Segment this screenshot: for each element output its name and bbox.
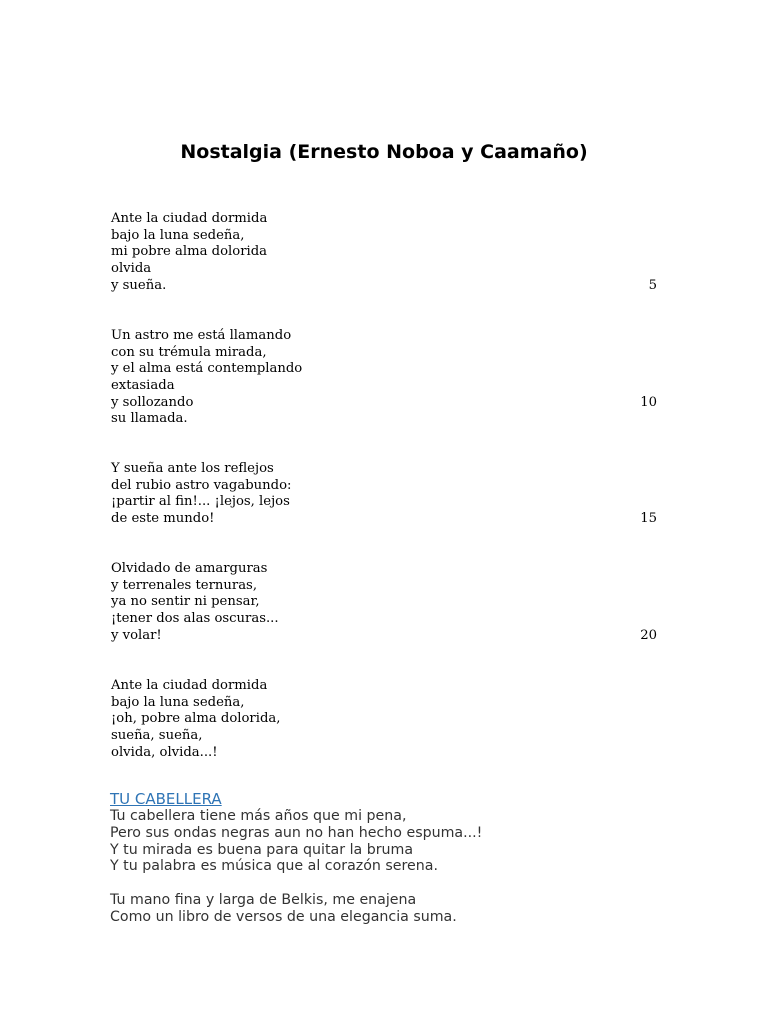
- line-text: Olvidado de amarguras: [111, 561, 268, 576]
- poem-title: Nostalgia (Ernesto Noboa y Caamaño): [180, 141, 588, 163]
- line-text: Ante la ciudad dormida: [111, 211, 268, 226]
- line-text: Un astro me está llamando: [111, 328, 292, 343]
- poem-line: [111, 328, 657, 345]
- stanza-4: [111, 561, 657, 644]
- line-number: 20: [640, 627, 657, 643]
- stanza-5: [111, 678, 657, 761]
- poem-line: [111, 695, 657, 712]
- line-text: su llamada.: [111, 411, 188, 427]
- poem-line: [111, 345, 657, 362]
- poem-line: [111, 361, 657, 378]
- poem-line: [111, 711, 657, 728]
- line-text: y terrenales ternuras,: [111, 577, 258, 593]
- poem-line: Pero sus ondas negras aun no han hecho espuma...!: [110, 824, 483, 841]
- poem-line: Y tu mirada es buena para quitar la bruma: [110, 841, 414, 858]
- stanza-1: [111, 211, 657, 294]
- poem-line: [111, 461, 657, 478]
- line-text: del rubio astro vagabundo:: [111, 477, 292, 493]
- poem-line: [111, 261, 657, 278]
- poem-line: [111, 244, 657, 261]
- line-number: 10: [640, 394, 657, 410]
- line-text: Y sueña ante los reflejos: [111, 461, 274, 476]
- line-text: y el alma está contemplando: [111, 361, 303, 377]
- line-text: olvida: [111, 261, 152, 277]
- second-poem: [110, 790, 670, 926]
- poem-line: [111, 378, 657, 395]
- line-text: Ante la ciudad dormida: [111, 678, 268, 693]
- poem-line: [111, 511, 657, 528]
- poem-line: [111, 211, 657, 228]
- poem-line: [111, 678, 657, 695]
- poem-line: Como un libro de versos de una elegancia suma.: [110, 908, 457, 925]
- poem-line: [111, 411, 657, 428]
- line-text: ¡tener dos alas oscuras...: [111, 611, 279, 627]
- line-text: y volar!: [111, 627, 162, 643]
- poem-line: [111, 628, 657, 645]
- line-text: bajo la luna sedeña,: [111, 694, 245, 710]
- line-text: ya no sentir ni pensar,: [111, 594, 260, 610]
- poem-line: [111, 478, 657, 495]
- poem-line: [111, 561, 657, 578]
- poem-line: [111, 228, 657, 245]
- line-text: de este mundo!: [111, 511, 215, 527]
- stanza-3: [111, 461, 657, 528]
- poem-line: [111, 278, 657, 295]
- poem-line: [111, 728, 657, 745]
- poem-line: [111, 745, 657, 762]
- line-text: extasiada: [111, 378, 175, 394]
- line-text: ¡oh, pobre alma dolorida,: [111, 711, 281, 727]
- stanza-2: [111, 328, 657, 428]
- line-text: y sollozando: [111, 394, 194, 410]
- poem-line: [111, 395, 657, 412]
- poem-line: Tu cabellera tiene más años que mi pena,: [110, 808, 407, 824]
- line-number: 5: [648, 277, 657, 293]
- poem-line: [111, 594, 657, 611]
- line-text: bajo la luna sedeña,: [111, 227, 245, 243]
- line-text: mi pobre alma dolorida: [111, 244, 268, 260]
- poem-line: Y tu palabra es música que al corazón serena.: [110, 858, 438, 875]
- poem-line: [111, 578, 657, 595]
- stanza-gap: [110, 875, 670, 892]
- poem-line: [111, 494, 657, 511]
- line-text: sueña, sueña,: [111, 728, 203, 744]
- line-text: y sueña.: [111, 277, 167, 293]
- line-number: 15: [640, 511, 657, 527]
- second-poem-title-row: [110, 790, 670, 808]
- poem-line: [111, 611, 657, 628]
- line-text: ¡partir al fin!... ¡lejos, lejos: [111, 494, 290, 510]
- line-text: con su trémula mirada,: [111, 344, 267, 360]
- tu-cabellera-link[interactable]: TU CABELLERA: [110, 790, 222, 808]
- poem-line: Tu mano fina y larga de Belkis, me enajena: [110, 891, 417, 908]
- line-text: olvida, olvida...!: [111, 744, 218, 760]
